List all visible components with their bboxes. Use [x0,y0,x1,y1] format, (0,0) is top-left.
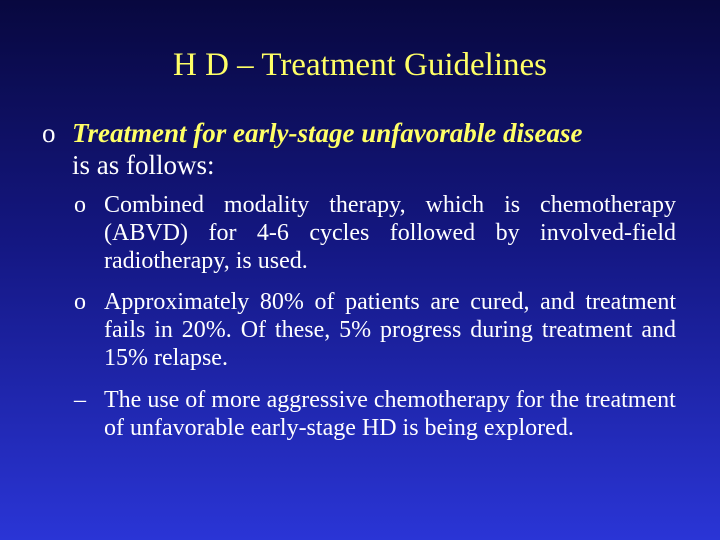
main-bullet [72,117,682,181]
sub-bullet-3-marker: – [74,387,86,413]
main-bullet-marker: o [42,118,56,148]
sub-bullet-3: The use of more aggressive chemotherapy for the treatment of unfavorable early-stage HD is being explored. [104,387,676,441]
sub-bullet-1-marker: o [74,192,86,218]
main-bullet-emphasis: Treatment for early-stage unfavorable disease [72,118,583,148]
sub-bullet-2-marker: o [74,289,86,315]
slide-title: H D – Treatment Guidelines [173,47,547,83]
sub-bullet-2: Approximately 80% of patients are cured, and treatment fails in 20%. Of these, 5% progress during treatment and 15% relapse. [104,289,676,371]
sub-bullet-1: Combined modality therapy, which is chemotherapy (ABVD) for 4-6 cycles followed by involved-field radiotherapy, is used. [104,192,676,274]
main-bullet-rest: is as follows: [72,150,215,180]
